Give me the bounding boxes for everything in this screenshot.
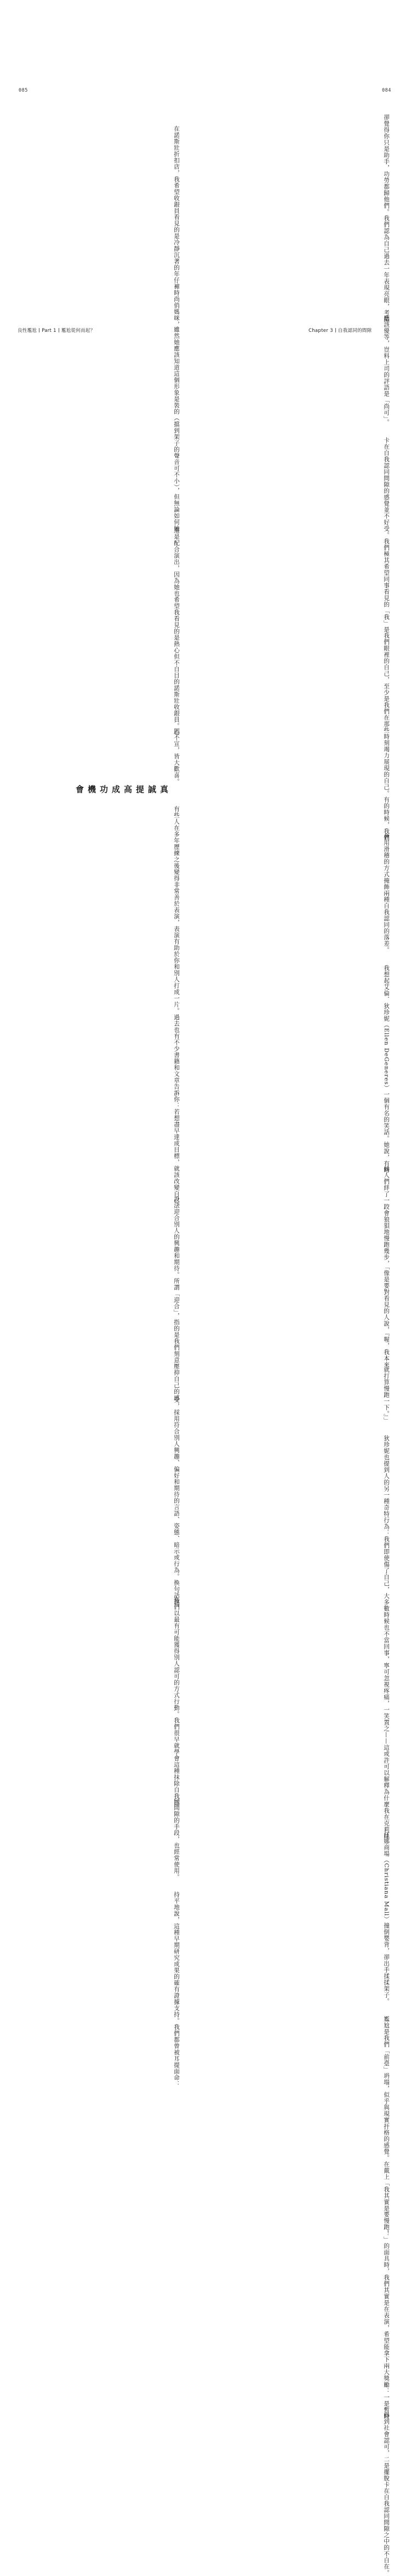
paragraph-line: 會用滑稽的方式掩飾兩種自我認同的落差。 [383,833,390,953]
paragraph-line: 我們眼裡的自己，至少是我們在那些時刻竭力展現的自己。有的時候，我們 [383,632,390,841]
running-footer-right [309,327,372,334]
footer-divider [335,328,336,332]
paragraph-line: 不當回事，寧可忽視疼痛，一笑置之——這或許可以解釋為什麼我在克莉絲 [383,1630,390,1839]
paragraph-line: 就打算慢跑一下。』」 [383,1366,390,1424]
paragraph-line: 設法迎合別人的興趣和期待。所謂「迎合」，指的是我們刻意壓抑自己的感 [173,1195,180,1401]
paragraph-line: 得到社會認可，二是擺脫卡在自我認同間隙之中的不自在。 [383,2412,390,2576]
running-footer-left [18,327,95,334]
book-title: 良性尷尬 [18,328,37,334]
paragraph-line: 要慢跑！」的面具時，我們其實是在表演，希望能拿下兩大獎勵：一是暫時 [383,2211,390,2420]
paragraph-line: 在諾斯壯折扣店，我希望收銀員看見的是冷靜沉著的年仔褲時尚俏媽咪， [173,126,180,327]
part-title: 尷尬從何而起？ [61,328,95,334]
paragraph-line: 狄珍妮也提到人的另一種奇特行為：我們即使傷了自己，大多數時候也 [383,1435,390,1631]
paragraph-line: 卻覺得你只是助手，功勞都歸他們。我們認為自己過去一年表現亮眼，考績 [383,114,390,323]
chapter-title: 自我認同的間隙 [338,328,372,334]
page-number-right: 084 [382,88,391,93]
right-page [206,0,411,2576]
left-page [0,0,206,2087]
paragraph-line: 一片。過去也有不少書籍和文章告訴你：若想盡早達成目標，就該改變自己， [173,995,180,1210]
paragraph-line: 汀娜商場（Christiana Mall）撞倒嬰背，卻出手揉揉架子。 [383,1831,390,2004]
paragraph-line: 受，採用符合別人興趣、偏好和期待的言語、姿態、暗示或行為。換句話說， [173,1396,180,1611]
paragraph-line: 我想起艾倫．狄珍妮（Ellen DeGeneres）一個有名的笑話。她說，有時 [383,964,390,1173]
paragraph-line: 應該優等，豈料上司的評語是「尚可」。 [383,315,390,426]
chapter-label: Chapter 3 [309,328,333,334]
paragraph-line: 同間隙的手段，也經常使用。 [173,1798,180,1880]
section-heading: 真誠提高成功機會 [75,784,169,794]
paragraph-line: 還是配合演出，因為她也希望我看見的是熱心但不自目的諾斯壯收銀員。心 [173,527,180,736]
paragraph-line: 照不宣，皆大歡喜。 [173,728,180,785]
paragraph-line: 雖然她應該知道這個形象是裝的（擋到架子的聲音可不小），但無論如何她 [173,326,180,532]
paragraph-line: 有些人在多年歷練之後變得非常善於表演，表演有助於你和別人打成 [173,805,180,995]
paragraph-line: 持平地說，這種早期研究成果的確有證據支持。我們都曾被耳提面命： [173,1891,180,2087]
paragraph-line: 我們以最有可能獲得別人認可的方式行動。我們很早就學會這種抹除自我認 [173,1597,180,1805]
paragraph-line: 尷尬是我們「前臺」坍塌，似乎與現實扞格的感覺。在戴上「我其實是 [383,2015,390,2212]
part-label: Part 1 [42,328,56,334]
page-number-left: 085 [19,88,28,93]
paragraph-line: 候人們絆了一跤會狼狽地慢跑幾步，「像是要對看見的人說，『喔，我本來 [383,1165,390,1368]
paragraph-line: 卡在自我認同間隙的感覺並不好受。我們極其希望同事看見的「我」是 [383,437,390,633]
